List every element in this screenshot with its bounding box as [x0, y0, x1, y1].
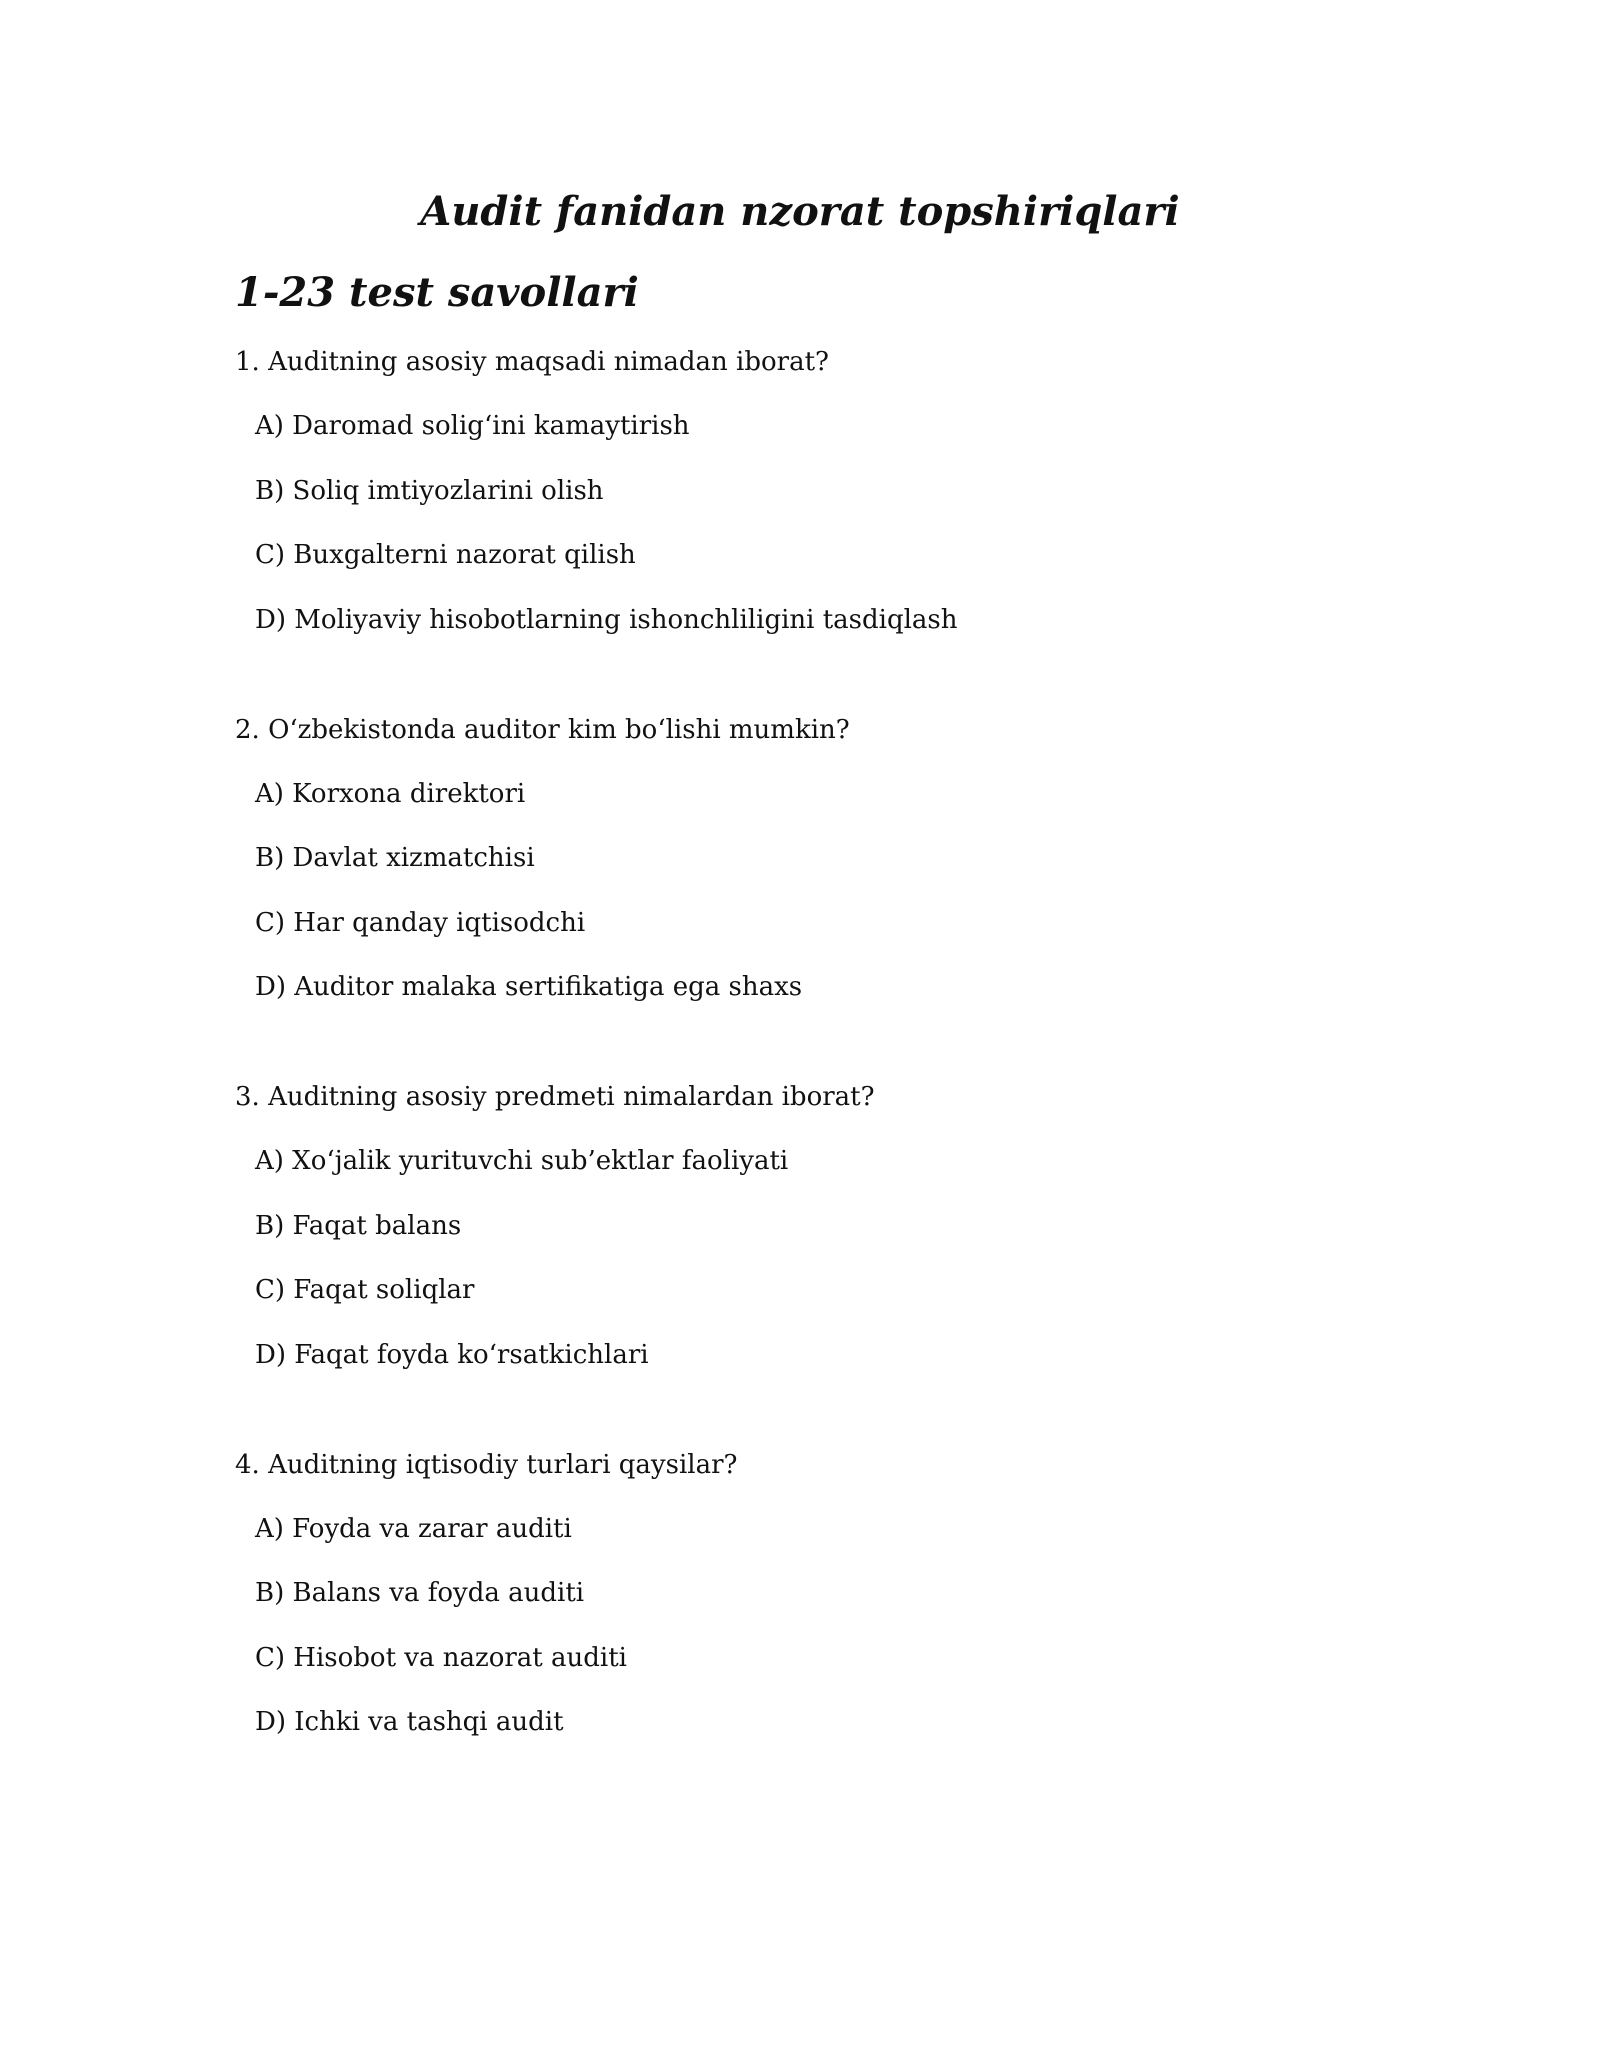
question-text: 4. Auditning iqtisodiy turlari qaysilar?: [235, 1449, 738, 1480]
option-c: C) Hisobot va nazorat auditi: [255, 1642, 627, 1673]
option-d: D) Faqat foyda ko‘rsatkichlari: [255, 1339, 649, 1370]
option-b: B) Soliq imtiyozlarini olish: [255, 475, 604, 506]
question-3: [235, 1075, 1435, 1377]
question-4: [235, 1443, 1435, 1745]
option-c: C) Faqat soliqlar: [255, 1275, 475, 1305]
section-heading: 1-23 test savollari: [235, 269, 639, 316]
question-1: [235, 340, 1435, 642]
option-a: A) Daromad solig‘ini kamaytirish: [255, 411, 690, 441]
option-c: C) Buxgalterni nazorat qilish: [255, 540, 636, 570]
question-list: [235, 340, 1435, 1810]
question-text: 3. Auditning asosiy predmeti nimalardan iborat?: [235, 1082, 875, 1112]
question-text: 2. O‘zbekistonda auditor kim bo‘lishi mumkin?: [235, 714, 850, 745]
option-b: B) Davlat xizmatchisi: [255, 843, 535, 873]
question-text: 1. Auditning asosiy maqsadi nimadan iborat?: [235, 347, 829, 377]
option-a: A) Xo‘jalik yurituvchi sub’ektlar faoliyati: [255, 1146, 789, 1176]
option-a: A) Korxona direktori: [255, 778, 526, 809]
option-a: A) Foyda va zarar auditi: [255, 1513, 572, 1544]
question-2: [235, 708, 1435, 1010]
option-d: D) Ichki va tashqi audit: [255, 1707, 564, 1737]
document-title: Audit fanidan nzorat topshiriqlari: [420, 188, 1180, 235]
option-c: C) Har qanday iqtisodchi: [255, 907, 586, 938]
option-d: D) Auditor malaka sertifikatiga ega shaxs: [255, 972, 803, 1002]
option-b: B) Faqat balans: [255, 1210, 462, 1241]
option-d: D) Moliyaviy hisobotlarning ishonchliligini tasdiqlash: [255, 604, 958, 635]
option-b: B) Balans va foyda auditi: [255, 1578, 585, 1608]
